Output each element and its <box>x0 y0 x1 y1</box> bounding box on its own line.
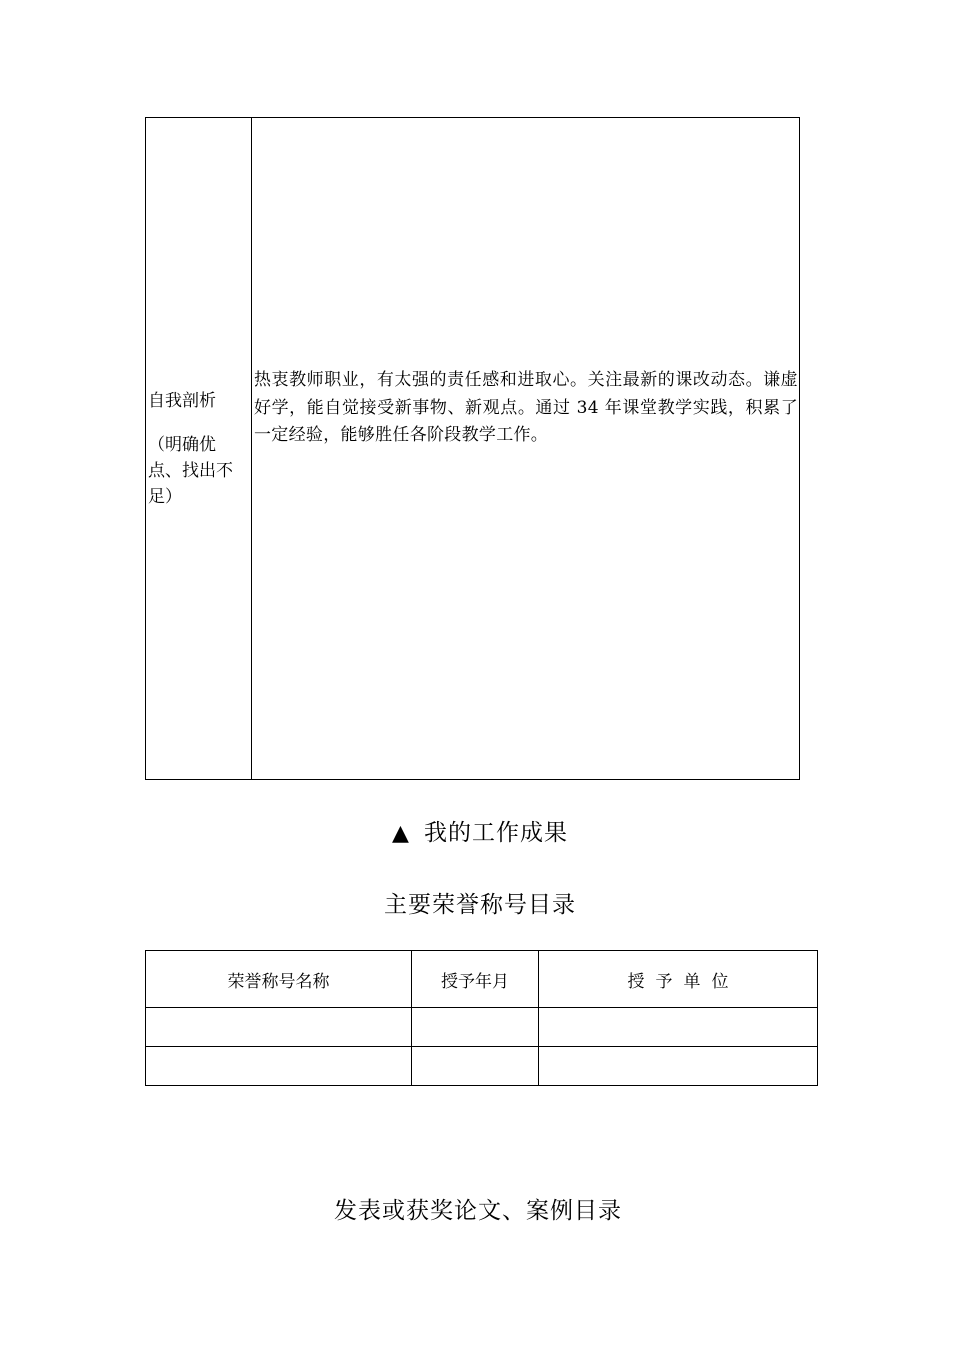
honors-title: 主要荣誉称号目录 <box>384 892 576 918</box>
award-unit-cell[interactable] <box>539 1008 818 1047</box>
honor-name-cell[interactable] <box>146 1008 412 1047</box>
achievements-heading <box>0 814 960 847</box>
achievements-title: 我的工作成果 <box>423 820 568 846</box>
triangle-icon: ▲ <box>392 821 410 846</box>
honors-table <box>145 950 818 1086</box>
award-date-cell[interactable] <box>412 1008 539 1047</box>
self-analysis-label-cell <box>146 118 252 780</box>
column-header-award-date: 授予年月 <box>412 951 539 1008</box>
self-analysis-sublabel: （明确优点、找出不足） <box>148 434 233 507</box>
self-analysis-table <box>145 117 800 780</box>
table-row <box>146 1008 818 1047</box>
self-analysis-content: 热衷教师职业，有太强的责任感和进取心。关注最新的课改动态。谦虚好学，能自觉接受新事物、新观点。通过 34 年课堂教学实践，积累了一定经验，能够胜任各阶段教学工作。 <box>254 370 798 446</box>
award-unit-cell[interactable] <box>539 1047 818 1086</box>
self-analysis-content-cell[interactable] <box>252 118 800 780</box>
papers-title: 发表或获奖论文、案例目录 <box>334 1198 622 1224</box>
honor-name-cell[interactable] <box>146 1047 412 1086</box>
table-row <box>146 1047 818 1086</box>
award-date-cell[interactable] <box>412 1047 539 1086</box>
column-header-award-unit: 授予单位 <box>539 951 818 1008</box>
self-analysis-row <box>146 118 800 780</box>
honors-header-row <box>146 951 818 1008</box>
self-analysis-label: 自我剖析 <box>148 390 216 411</box>
column-header-honor-name: 荣誉称号名称 <box>146 951 412 1008</box>
